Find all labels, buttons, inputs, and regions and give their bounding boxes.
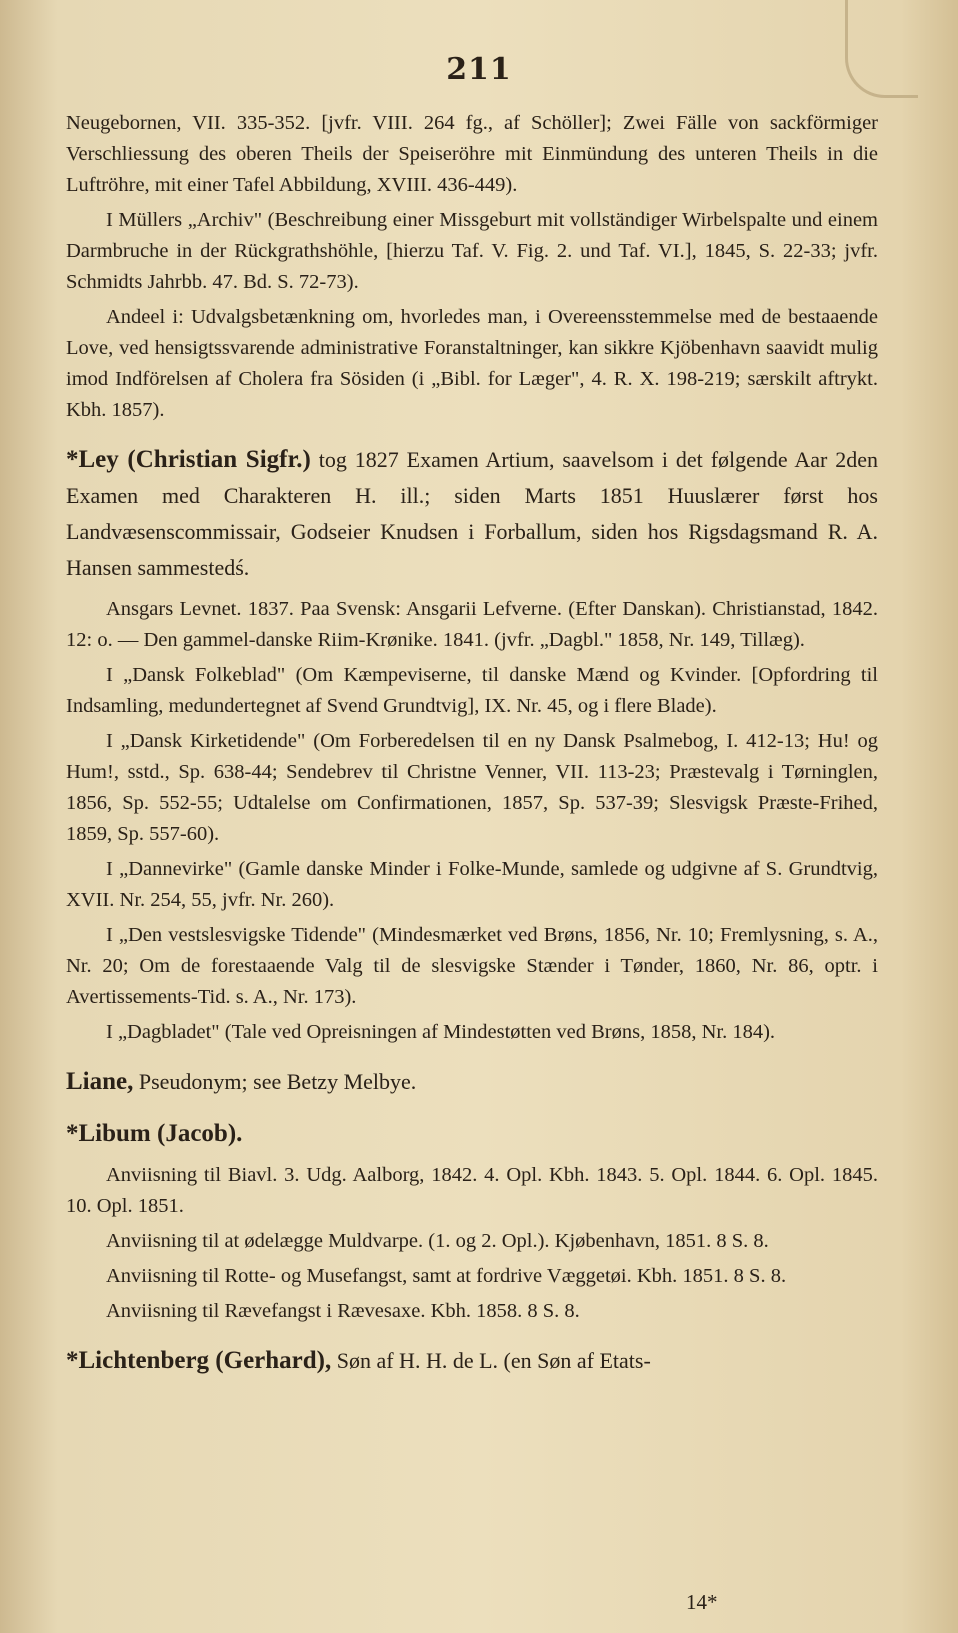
entry-libum xyxy=(66,1116,878,1152)
paragraph-ravefangst: Anviisning til Rævefangst i Rævesaxe. Kbh. 1858. 8 S. 8. xyxy=(106,1300,580,1322)
entry-liane xyxy=(66,1064,878,1100)
paragraph-vestslesvigske-tidende: I „Den vestslesvigske Tidende" (Mindesmærket ved Brøns, 1856, Nr. 10; Fremlysning, s. A., Nr. 20; Om de forestaaende Valg til de slesvigske Stænder i Tønder, 1860, Nr. 86, optr. i Avertissements-Tid. s. A., Nr. 173). xyxy=(66,924,878,1008)
entry-heading-ley: *Ley (Christian Sigfr.) xyxy=(66,446,311,473)
paragraph-biavl: Anviisning til Biavl. 3. Udg. Aalborg, 1842. 4. Opl. Kbh. 1843. 5. Opl. 1844. 6. Opl. 1845. 10. Opl. 1851. xyxy=(66,1164,878,1217)
paragraph-dannevirke: I „Dannevirke" (Gamle danske Minder i Folke-Munde, samlede og udgivne af S. Grundtvig, XVII. Nr. 254, 55, jvfr. Nr. 260). xyxy=(66,858,878,911)
signature-mark: 14* xyxy=(686,1590,718,1614)
paragraph-rottefangst: Anviisning til Rotte- og Musefangst, samt at fordrive Væggetøi. Kbh. 1851. 8 S. 8. xyxy=(106,1265,787,1287)
paragraph-mullers-archiv: I Müllers „Archiv" (Beschreibung einer Missgeburt mit vollständiger Wirbelspalte und einem Darmbruche in der Rückgrathshöhle, [hierzu Taf. V. Fig. 2. und Taf. VI.], 1845, S. 22-33; jvfr. Schmidts Jahrbb. 47. Bd. S. 72-73). xyxy=(66,209,878,293)
paragraph-dansk-kirketidende: I „Dansk Kirketidende" (Om Forberedelsen til en ny Dansk Psalmebog, I. 412-13; Hu! og Hum!, sstd., Sp. 638-44; Sendebrev til Christne Venner, VII. 113-23; Præstevalg i Tørninglen, 1856, Sp. 552-55; Udtalelse om Confirmationen, 1857, Sp. 537-39; Slesvigsk Præste-Frihed, 1859, Sp. 557-60). xyxy=(66,730,878,845)
entry-text-ley: tog 1827 Examen Artium, saavelsom i det følgende Aar 2den Examen med Charakteren H. ill.; siden Marts 1851 Huuslærer først hos Landvæsenscommissair, Godseier Knudsen i Forballum, siden hos Rigsdagsmand R. A. Hansen sammestedś. xyxy=(66,447,878,580)
paragraph-ansgars-levnet: Ansgars Levnet. 1837. Paa Svensk: Ansgarii Lefverne. (Efter Danskan). Christianstad, 1842. 12: o. — Den gammel-danske Riim-Krønike. 1841. (jvfr. „Dagbl." 1858, Nr. 149, Tillæg). xyxy=(66,598,878,651)
paragraph-andeel: Andeel i: Udvalgsbetænkning om, hvorledes man, i Overeensstemmelse med de bestaaende Love, ved hensigtssvarende administrative Foranstaltninger, kan sikkre Kjöbenhavn saavidt mulig imod Indförelsen af Cholera fra Sösiden (i „Bibl. for Læger", 4. R. X. 198-219; særskilt aftrykt. Kbh. 1857). xyxy=(66,306,878,421)
paragraph-dansk-folkeblad: I „Dansk Folkeblad" (Om Kæmpeviserne, til danske Mænd og Kvinder. [Opfordring til Indsamling, medundertegnet af Svend Grundtvig], IX. Nr. 45, og i flere Blade). xyxy=(66,664,878,717)
entry-ley xyxy=(66,442,878,586)
entry-text-lichtenberg: Søn af H. H. de L. (en Søn af Etats- xyxy=(331,1348,651,1373)
page-content xyxy=(66,108,878,1387)
paragraph-neugebornen: Neugebornen, VII. 335-352. [jvfr. VIII. 264 fg., af Schöller]; Zwei Fälle von sackförmiger Verschliessung des oberen Theils der Speiseröhre mit Einmündung des unteren Theils in die Luftröhre, mit einer Tafel Abbildung, XVIII. 436-449). xyxy=(66,112,878,196)
entry-heading-liane: Liane, xyxy=(66,1068,134,1095)
entry-text-liane: Pseudonym; see Betzy Melbye. xyxy=(133,1069,417,1094)
entry-heading-lichtenberg: *Lichtenberg (Gerhard), xyxy=(66,1347,332,1374)
paragraph-dagbladet: I „Dagbladet" (Tale ved Opreisningen af Mindestøtten ved Brøns, 1858, Nr. 184). xyxy=(106,1021,776,1043)
entry-lichtenberg xyxy=(66,1343,878,1379)
entry-heading-libum: *Libum (Jacob). xyxy=(66,1120,243,1147)
paragraph-muldvarpe: Anviisning til at ødelægge Muldvarpe. (1. og 2. Opl.). Kjøbenhavn, 1851. 8 S. 8. xyxy=(106,1230,769,1252)
page-number: 211 xyxy=(446,52,512,87)
